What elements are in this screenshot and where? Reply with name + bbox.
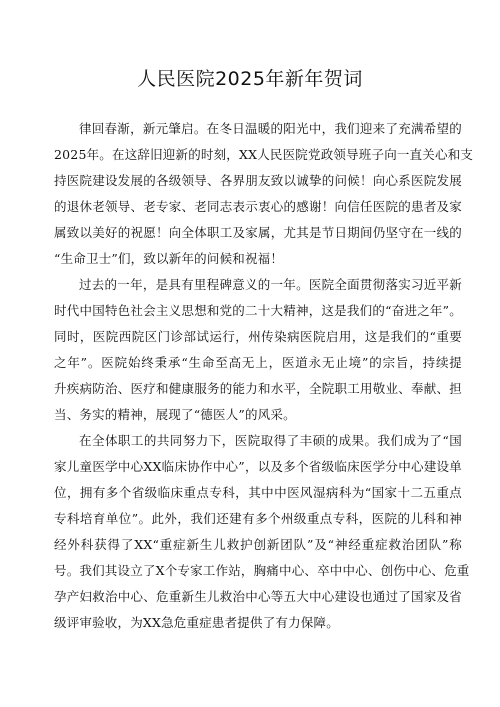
paragraph-1-line-4: 的退休老领导、老专家、老同志表示衷心的感谢！向信任医院的患者及家 bbox=[54, 199, 462, 214]
paragraph-3-line-5: 经外科获得了XX“重症新生儿救护创新团队”及“神经重症救治团队”称 bbox=[54, 537, 462, 552]
paragraph-3-line-2: 家儿童医学中心XX临床协作中心”，以及多个省级临床医学分中心建设单 bbox=[54, 459, 462, 474]
paragraph-3-line-6: 号。我们其设立了X个专家工作站，胸痛中心、卒中中心、创伤中心、危重 bbox=[54, 563, 470, 578]
paragraph-2-line-6: 当、务实的精神，展现了“德医人”的风采。 bbox=[54, 407, 296, 422]
paragraph-2-line-3: 同时，医院西院区门诊部试运行，州传染病医院启用，这是我们的“重要 bbox=[54, 329, 462, 344]
document-title: 人民医院2025年新年贺词 bbox=[137, 68, 363, 90]
document-body bbox=[54, 116, 474, 636]
paragraph-2-line-4: 之年”。医院始终秉承“生命至高无上，医道永无止境”的宗旨，持续提 bbox=[54, 355, 462, 370]
paragraph-2-line-5: 升疾病防治、医疗和健康服务的能力和水平，全院职工用敬业、奉献、担 bbox=[54, 381, 462, 396]
paragraph-2-line-1: 过去的一年，是具有里程碑意义的一年。医院全面贯彻落实习近平新 bbox=[79, 277, 462, 292]
paragraph-1-line-3: 持医院建设发展的各级领导、各界朋友致以诚挚的问候！向心系医院发展 bbox=[54, 173, 462, 188]
paragraph-2-line-2: 时代中国特色社会主义思想和党的二十大精神，这是我们的“奋进之年”。 bbox=[54, 303, 462, 318]
paragraph-3-line-3: 位，拥有多个省级临床重点专科，其中中医风湿病科为“国家十二五重点 bbox=[54, 485, 462, 500]
paragraph-3-line-8: 级评审验收，为XX急危重症患者提供了有力保障。 bbox=[54, 615, 339, 630]
paragraph-3-line-4: 专科培育单位”。此外，我们还建有多个州级重点专科，医院的儿科和神 bbox=[54, 511, 462, 526]
paragraph-3-line-1: 在全体职工的共同努力下，医院取得了丰硕的成果。我们成为了“国 bbox=[79, 433, 462, 448]
paragraph-1-line-6: “生命卫士”们，致以新年的问候和祝福！ bbox=[54, 251, 284, 266]
paragraph-1-line-1: 律回春渐，新元肇启。在冬日温暖的阳光中，我们迎来了充满希望的 bbox=[79, 121, 462, 136]
paragraph-3-line-7: 孕产妇救治中心、危重新生儿救治中心等五大中心建设也通过了国家及省 bbox=[54, 589, 462, 604]
paragraph-1-line-2: 2025年。在这辞旧迎新的时刻，XX人民医院党政领导班子向一直关心和支 bbox=[54, 147, 474, 162]
paragraph-1-line-5: 属致以美好的祝愿！向全体职工及家属，尤其是节日期间仍坚守在一线的 bbox=[54, 225, 462, 240]
